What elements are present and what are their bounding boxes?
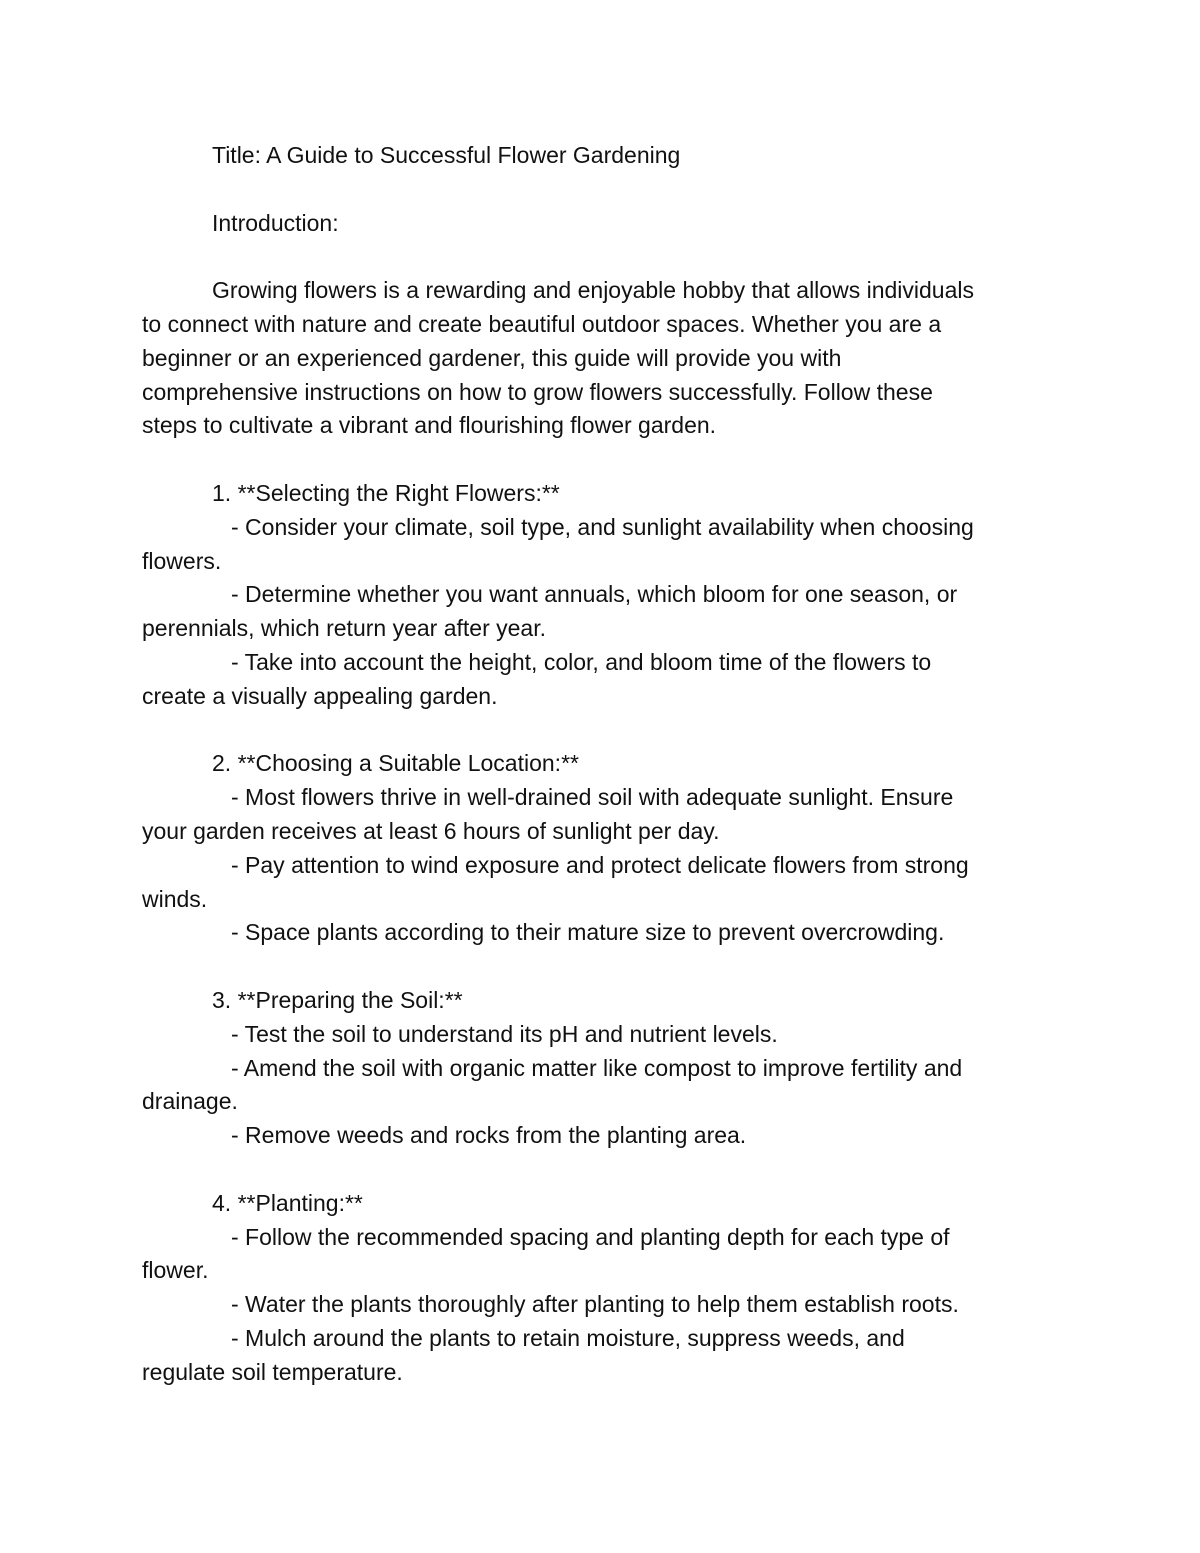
list-item: - Space plants according to their mature size to prevent overcrowding. — [231, 919, 945, 946]
list-item: - Amend the soil with organic matter like compost to improve fertility and — [231, 1054, 963, 1081]
list-item: - Consider your climate, soil type, and sunlight availability when choosing — [231, 513, 974, 540]
paragraph-line: Growing flowers is a rewarding and enjoyable hobby that allows individuals — [212, 277, 974, 304]
list-item-continuation: flowers. — [142, 547, 222, 574]
intro-paragraph — [142, 274, 1072, 443]
document-title: Title: A Guide to Successful Flower Gardening — [212, 142, 681, 168]
list-item: - Determine whether you want annuals, which bloom for one season, or — [231, 581, 958, 608]
list-item: - Most flowers thrive in well-drained soil with adequate sunlight. Ensure — [231, 784, 954, 811]
list-item-continuation: perennials, which return year after year. — [142, 615, 546, 642]
list-item: - Test the soil to understand its pH and nutrient levels. — [231, 1020, 778, 1047]
spacer — [142, 173, 1072, 207]
section-heading: 1. **Selecting the Right Flowers:** — [212, 479, 560, 506]
paragraph-line: comprehensive instructions on how to grow flowers successfully. Follow these — [142, 378, 933, 405]
list-item: - Mulch around the plants to retain moisture, suppress weeds, and — [231, 1324, 905, 1351]
list-item: - Water the plants thoroughly after planting to help them establish roots. — [231, 1291, 959, 1318]
spacer — [142, 714, 1072, 748]
section-heading: 4. **Planting:** — [212, 1189, 363, 1216]
list-item-continuation: create a visually appealing garden. — [142, 682, 498, 709]
list-item: - Follow the recommended spacing and planting depth for each type of — [231, 1223, 950, 1250]
spacer — [142, 443, 1072, 477]
paragraph-line: to connect with nature and create beautiful outdoor spaces. Whether you are a — [142, 310, 942, 337]
section-planting — [142, 1187, 1072, 1390]
section-preparing-soil — [142, 984, 1072, 1153]
section-selecting-flowers — [142, 477, 1072, 714]
spacer — [142, 950, 1072, 984]
spacer — [142, 240, 1072, 274]
section-choosing-location — [142, 747, 1072, 950]
paragraph-line: steps to cultivate a vibrant and flourishing flower garden. — [142, 412, 717, 439]
list-item: - Pay attention to wind exposure and protect delicate flowers from strong — [231, 851, 969, 878]
list-item-continuation: winds. — [142, 885, 208, 912]
section-heading: 3. **Preparing the Soil:** — [212, 986, 463, 1013]
section-heading: 2. **Choosing a Suitable Location:** — [212, 750, 579, 777]
document-body — [142, 139, 1072, 1389]
list-item: - Remove weeds and rocks from the planting area. — [231, 1122, 747, 1149]
list-item-continuation: regulate soil temperature. — [142, 1358, 403, 1385]
list-item-continuation: your garden receives at least 6 hours of sunlight per day. — [142, 817, 720, 844]
spacer — [142, 1153, 1072, 1187]
list-item-continuation: flower. — [142, 1257, 209, 1284]
list-item-continuation: drainage. — [142, 1088, 238, 1115]
list-item: - Take into account the height, color, and bloom time of the flowers to — [231, 648, 932, 675]
intro-heading: Introduction: — [212, 209, 339, 236]
paragraph-line: beginner or an experienced gardener, this guide will provide you with — [142, 344, 842, 371]
